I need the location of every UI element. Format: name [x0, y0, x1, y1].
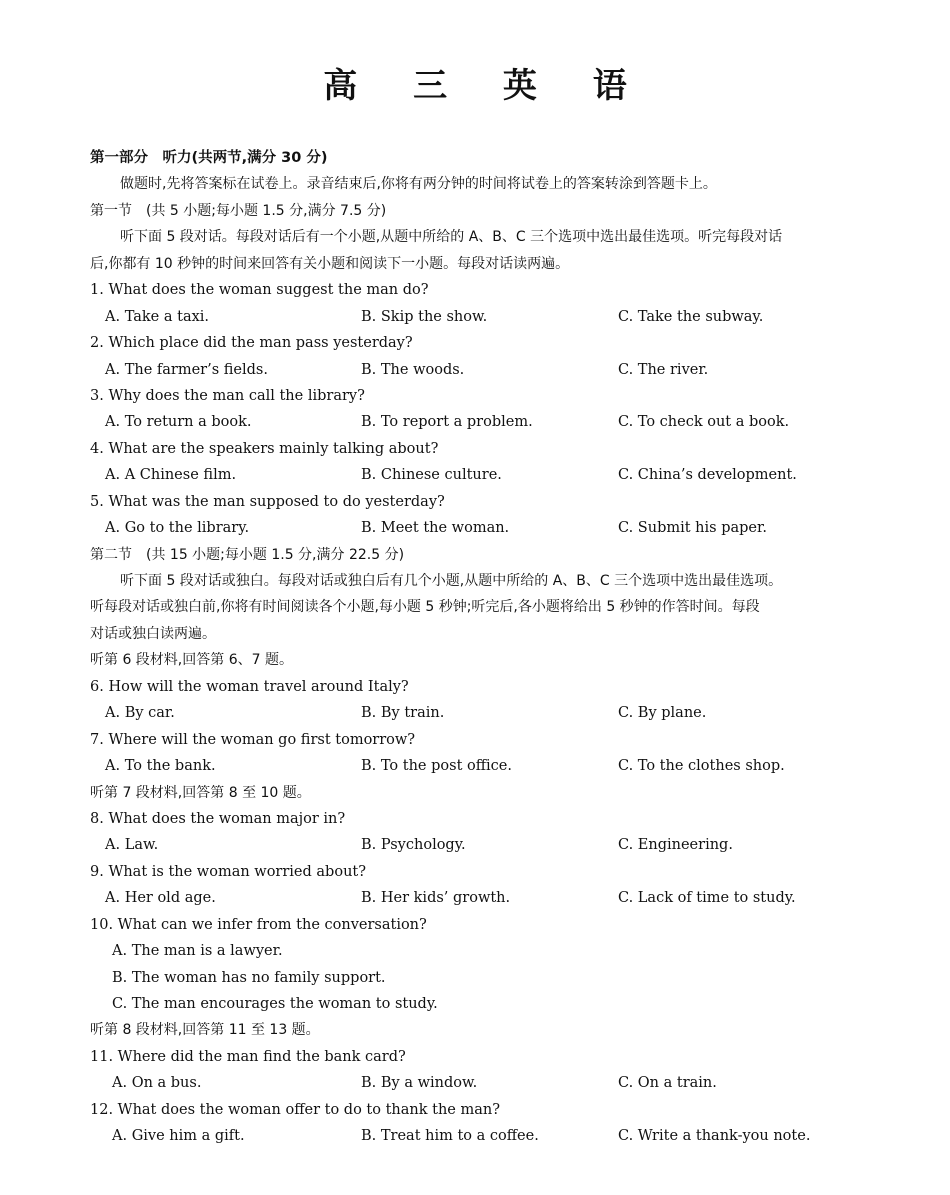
section2-instruction-line1: 听下面 5 段对话或独白。每段对话或独白后有几个小题,从题中所给的 A、B、C 三个选项中选出最佳选项。	[120, 573, 783, 589]
options-12	[90, 1123, 870, 1149]
option-b: B. Skip the show.	[361, 308, 488, 325]
option-b: B. To the post office.	[361, 758, 512, 775]
option-a: A. Law.	[105, 837, 159, 854]
question-2: 2. Which place did the man pass yesterday?	[90, 335, 413, 352]
section2-instruction-line2: 听每段对话或独白前,你将有时间阅读各个小题,每小题 5 秒钟;听完后,各小题将给出 5 秒钟的作答时间。每段	[90, 599, 760, 616]
option-a: A. Take a taxi.	[105, 308, 210, 325]
question-6: 6. How will the woman travel around Italy?	[90, 678, 409, 695]
option-c: C. By plane.	[618, 705, 707, 722]
option-c: C. Write a thank-you note.	[618, 1128, 811, 1145]
option-a: A. The farmer’s fields.	[105, 361, 268, 378]
option-c: C. To check out a book.	[618, 414, 790, 431]
option-a: A. By car.	[105, 705, 175, 722]
options-1	[90, 304, 870, 330]
options-6	[90, 700, 870, 726]
question-8: 8. What does the woman major in?	[90, 810, 346, 827]
question-5: 5. What was the man supposed to do yesterday?	[90, 493, 445, 510]
option-b: B. Her kids’ growth.	[361, 890, 511, 907]
question-9: 9. What is the woman worried about?	[90, 863, 367, 880]
option-a: A. Give him a gift.	[112, 1128, 245, 1145]
question-4: 4. What are the speakers mainly talking about?	[90, 440, 439, 457]
option-a: A. Her old age.	[105, 890, 216, 907]
option-b: B. Treat him to a coffee.	[361, 1128, 539, 1145]
options-5	[90, 515, 870, 541]
section1-instruction-line2: 后,你都有 10 秒钟的时间来回答有关小题和阅读下一小题。每段对话读两遍。	[90, 255, 570, 272]
question-7: 7. Where will the woman go first tomorrow?	[90, 731, 416, 748]
options-9	[90, 885, 870, 911]
options-3	[90, 409, 870, 435]
exam-content	[90, 145, 870, 1150]
option-c: C. Lack of time to study.	[618, 890, 796, 907]
option-c: C. Take the subway.	[618, 308, 764, 325]
option-a: A. To return a book.	[105, 414, 252, 431]
question-3: 3. Why does the man call the library?	[90, 387, 365, 404]
group6-heading: 听第 6 段材料,回答第 6、7 题。	[90, 652, 293, 669]
question-10: 10. What can we infer from the conversation?	[90, 916, 427, 933]
option-b: B. Meet the woman.	[361, 520, 510, 537]
option-c: C. The man encourages the woman to study.	[112, 996, 438, 1012]
section2-instruction-line3: 对话或独白读两遍。	[90, 625, 216, 642]
section1-heading: 第一节 (共 5 小题;每小题 1.5 分,满分 7.5 分)	[90, 202, 387, 219]
section1-instruction-line1: 听下面 5 段对话。每段对话后有一个小题,从题中所给的 A、B、C 三个选项中选出最佳选项。听完每段对话	[120, 229, 783, 246]
part1-heading: 第一部分 听力(共两节,满分 30 分)	[90, 150, 328, 166]
options-8	[90, 832, 870, 858]
option-c: C. China’s development.	[618, 467, 797, 484]
option-c: C. Engineering.	[618, 837, 733, 854]
question-1: 1. What does the woman suggest the man do?	[90, 282, 429, 299]
group8-heading: 听第 8 段材料,回答第 11 至 13 题。	[90, 1022, 320, 1039]
option-c: C. Submit his paper.	[618, 520, 767, 537]
option-b: B. Chinese culture.	[361, 467, 502, 484]
option-a: A. To the bank.	[105, 758, 216, 775]
option-a: A. The man is a lawyer.	[112, 943, 283, 960]
options-7	[90, 753, 870, 779]
question-12: 12. What does the woman offer to do to thank the man?	[90, 1101, 500, 1118]
option-b: B. By train.	[361, 705, 445, 722]
options-4	[90, 462, 870, 488]
part1-instruction: 做题时,先将答案标在试卷上。录音结束后,你将有两分钟的时间将试卷上的答案转涂到答题卡上。	[120, 176, 717, 193]
option-c: C. The river.	[618, 361, 709, 378]
option-b: B. By a window.	[361, 1075, 478, 1092]
option-c: C. On a train.	[618, 1075, 717, 1092]
options-11	[90, 1070, 870, 1096]
option-a: A. On a bus.	[112, 1075, 202, 1092]
option-a: A. Go to the library.	[105, 520, 250, 537]
option-b: B. To report a problem.	[361, 414, 533, 431]
option-c: C. To the clothes shop.	[618, 758, 785, 775]
section2-heading: 第二节 (共 15 小题;每小题 1.5 分,满分 22.5 分)	[90, 546, 405, 563]
question-11: 11. Where did the man find the bank card?	[90, 1048, 406, 1065]
page-title: 高 三 英 语	[323, 66, 649, 106]
option-b: B. Psychology.	[361, 837, 466, 854]
option-b: B. The woman has no family support.	[112, 969, 386, 986]
options-2	[90, 357, 870, 383]
option-b: B. The woods.	[361, 361, 465, 378]
group7-heading: 听第 7 段材料,回答第 8 至 10 题。	[90, 784, 311, 801]
option-a: A. A Chinese film.	[105, 467, 237, 484]
